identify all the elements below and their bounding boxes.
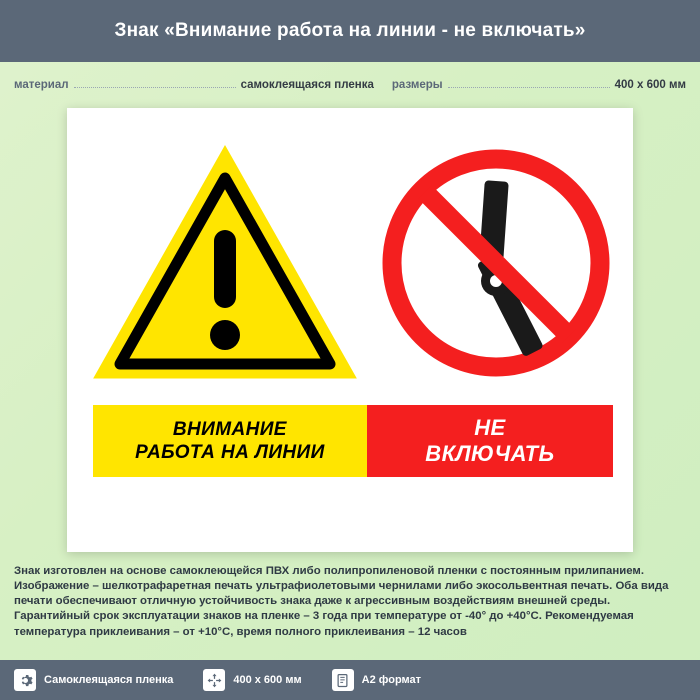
footer-size-text: 400 x 600 мм [233, 674, 302, 686]
do-not-switch-line-2: ВКЛЮЧАТЬ [425, 441, 555, 466]
spec-size-label: размеры [391, 79, 443, 91]
page-title: Знак «Внимание работа на линии - не включать» [114, 20, 586, 41]
attention-line-2: РАБОТА НА ЛИНИИ [135, 442, 325, 463]
attention-line-1: ВНИМАНИЕ [172, 418, 287, 440]
sign-pictograms [79, 120, 621, 405]
footer-material-text: Самоклеящаяся пленка [44, 674, 174, 686]
spec-material-value: самоклеящаяся пленка [240, 79, 374, 91]
do-not-switch-on-label [367, 405, 613, 477]
footer-item-format [332, 669, 421, 691]
gear-icon [14, 669, 36, 691]
resize-arrows-icon [203, 669, 225, 691]
spec-material [14, 79, 374, 91]
sign-text-bars [79, 405, 621, 477]
spec-size [392, 79, 686, 91]
spec-dots [74, 86, 236, 88]
warning-triangle-exclamation-icon [90, 138, 360, 388]
attention-label [93, 405, 367, 477]
footer-item-material [14, 669, 173, 691]
document-icon [332, 669, 354, 691]
header-bar [0, 0, 700, 62]
spec-size-value: 400 x 600 мм [614, 79, 687, 91]
footer-item-size [203, 669, 301, 691]
spec-material-label: материал [14, 79, 69, 91]
sign-image [67, 108, 633, 552]
do-not-switch-line-1: НЕ [474, 415, 506, 441]
footer-format-text: A2 формат [361, 674, 422, 686]
footer-bar [0, 660, 700, 700]
specs-row [0, 62, 700, 108]
sign-canvas [79, 120, 621, 540]
no-switch-on-circle-icon [381, 143, 611, 383]
spec-dots [448, 86, 610, 88]
description-text: Знак изготовлен на основе самоклеющейся ПВХ либо полипропиленовой пленки с постоянным прилипанием. Изображение – шелкотрафаретная печать ультрафиолетовыми чернилами либо экосольвентная печать. Оба вида печати обеспечивают отличную устойчивость знака даже к агрессивным воздействиям внешней среды. Гарантийный срок эксплуатации знаков на пленке – 3 года при температуре от -40° до +40°C. Рекомендуемая температура приклеивания – от +10°C, время полного приклеивания – 12 часов [14, 565, 669, 638]
